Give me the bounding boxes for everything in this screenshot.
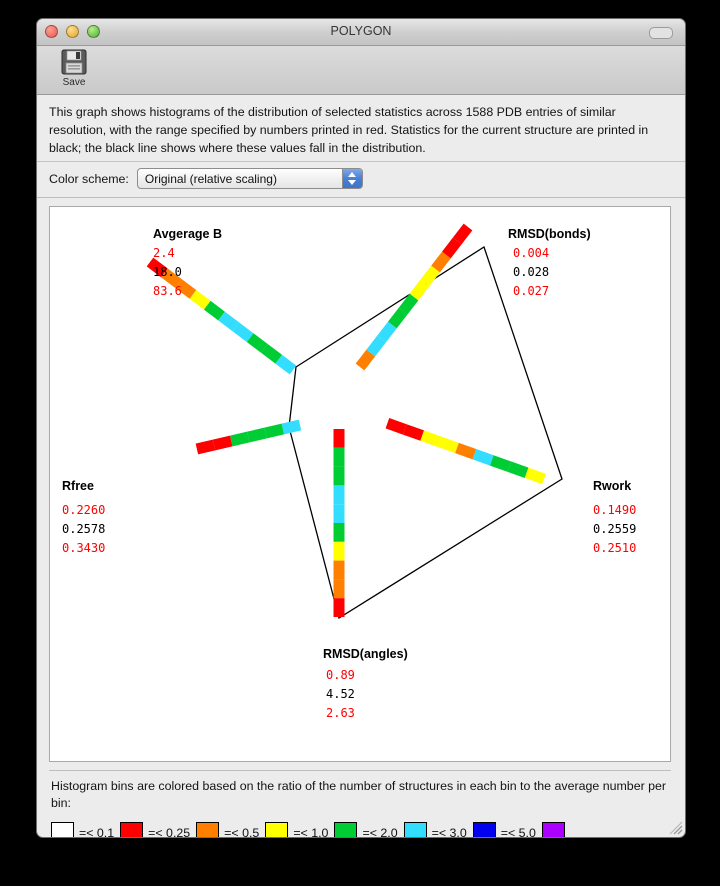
histogram-bin [492, 460, 509, 466]
legend-item [404, 822, 467, 838]
legend-color-swatch [265, 822, 288, 838]
legend-item [473, 822, 536, 838]
axis-max-value-4: 0.3430 [62, 541, 106, 555]
color-scheme-selected-value: Original (relative scaling) [144, 171, 277, 186]
legend-color-swatch [51, 822, 74, 838]
histogram-bin [436, 255, 447, 269]
histogram-bin [264, 348, 278, 359]
histogram-bin [405, 429, 422, 435]
legend-caption: =< 0.1 [79, 825, 115, 838]
histogram-bin [162, 453, 179, 457]
legend-item [265, 822, 328, 838]
color-scheme-label: Color scheme: [49, 171, 129, 186]
axis-min-value-1: 0.004 [513, 246, 550, 260]
histogram-bin [236, 327, 250, 338]
axis-current-value-2: 0.2559 [593, 522, 637, 536]
legend-item [334, 822, 397, 838]
legend-color-swatch [404, 822, 427, 838]
legend-caption: =< 5.0 [500, 825, 536, 838]
axis-max-value-0: 83.6 [153, 284, 182, 298]
axis-current-value-3: 4.52 [326, 687, 355, 701]
legend-item [542, 822, 565, 838]
chevron-updown-icon[interactable] [342, 169, 362, 188]
histogram-bin [440, 442, 457, 448]
histogram-bin [446, 241, 457, 255]
legend-description: Histogram bins are colored based on the ratio of the number of structures in each bin to the average number per bin: [51, 779, 667, 810]
histogram-bin [250, 338, 264, 349]
histogram-bin [180, 449, 197, 453]
histogram-bin [474, 454, 491, 460]
title-bar [37, 19, 685, 46]
histogram-bin [197, 445, 214, 449]
axis-current-value-1: 0.028 [513, 265, 550, 279]
histogram-bin [207, 305, 221, 316]
legend-color-swatch [542, 822, 565, 838]
histogram-bin [283, 425, 300, 429]
histogram-bin [145, 457, 162, 461]
description-text: This graph shows histograms of the distribution of selected statistics across 1588 PDB entries of similar resolution, with the range specified by numbers printed in red. Statistics for the current structure are printed in black; the black line shows where these values fall in the distribution. [49, 105, 649, 155]
legend-color-swatch [196, 822, 219, 838]
axis-title-4: Rfree [62, 479, 94, 493]
legend-items [49, 822, 671, 838]
save-button[interactable] [47, 48, 101, 88]
application-window [36, 18, 686, 838]
histogram-bin [425, 269, 436, 283]
floppy-disk-icon [60, 48, 88, 76]
histogram-bin [382, 325, 393, 339]
window-title: POLYGON [330, 24, 392, 38]
axis-title-1: RMSD(bonds) [508, 227, 591, 241]
axis-min-value-3: 0.89 [326, 668, 355, 682]
histogram-bin [392, 311, 403, 325]
histogram-bin [193, 294, 207, 305]
histogram-bin [279, 359, 293, 370]
resize-grip-icon[interactable] [669, 821, 683, 835]
polygon-graph-canvas [50, 207, 670, 761]
axis-max-value-1: 0.027 [513, 284, 550, 298]
legend-caption: =< 0.5 [224, 825, 260, 838]
histogram-bin [527, 473, 544, 479]
axis-max-value-3: 2.63 [326, 706, 355, 720]
histogram-bin [414, 283, 425, 297]
legend-item [120, 822, 190, 838]
histogram-bin [248, 433, 265, 437]
axis-title-0: Avgerage B [153, 227, 223, 241]
legend-color-swatch [334, 822, 357, 838]
toolbar [37, 46, 685, 95]
legend-item [51, 822, 114, 838]
axis-title-3: RMSD(angles) [323, 647, 408, 661]
axis-max-value-2: 0.2510 [593, 541, 637, 555]
histogram-bin [371, 339, 382, 353]
histogram-bin [214, 441, 231, 445]
toolbar-toggle-button[interactable] [649, 27, 673, 39]
axis-current-value-4: 0.2578 [62, 522, 106, 536]
axis-current-value-0: 18.0 [153, 265, 182, 279]
histogram-spokes [128, 227, 544, 617]
color-scheme-select[interactable] [137, 168, 363, 189]
axis-title-2: Rwork [593, 479, 632, 493]
legend-item [196, 822, 259, 838]
legend-color-swatch [120, 822, 143, 838]
histogram-bin [457, 448, 474, 454]
axis-min-value-2: 0.1490 [593, 503, 637, 517]
histogram-bin [231, 437, 248, 441]
histogram-bin [457, 227, 468, 241]
save-button-label: Save [62, 77, 86, 88]
histogram-bin [222, 316, 236, 327]
legend-caption: =< 0.25 [148, 825, 191, 838]
histogram-bin [403, 297, 414, 311]
color-scheme-row [37, 162, 685, 198]
histogram-bin [128, 461, 145, 465]
histogram-bin [360, 353, 371, 367]
axis-min-value-0: 2.4 [153, 246, 175, 260]
description-panel [37, 95, 685, 162]
legend-caption: =< 3.0 [431, 825, 467, 838]
histogram-bin [422, 436, 439, 442]
axis-min-value-4: 0.2260 [62, 503, 106, 517]
legend-caption: =< 1.0 [293, 825, 329, 838]
histogram-bin [370, 417, 387, 423]
histogram-bin [387, 423, 404, 429]
legend-color-swatch [473, 822, 496, 838]
legend-caption: =< 2.0 [362, 825, 398, 838]
histogram-bin [509, 467, 526, 473]
histogram-bin [266, 429, 283, 433]
legend-panel [49, 770, 671, 838]
polygon-graph[interactable] [49, 206, 671, 762]
